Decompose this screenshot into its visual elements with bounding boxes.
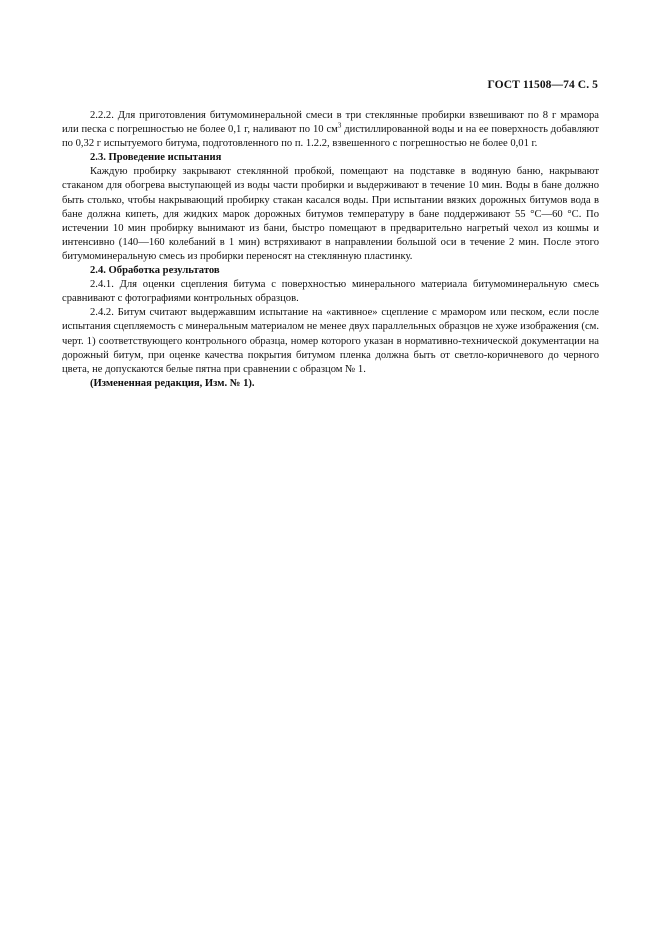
section-heading-2-4: 2.4. Обработка результатов bbox=[90, 265, 220, 277]
paragraph-2-4-2: 2.4.2. Битум считают выдержавшим испытание на «активное» сцепление с мрамором или песком, если после испытания сцепляемость с минеральным материалом не менее двух параллельных образцов не хуже изображения (см. черт. 1) соответствующего контрольного образца, номер которого указан в нормативно-технической документации на дорожный битум, при оценке качества покрытия битумом пленка должна быть от светло-коричневого до черного цвета, не допускаются белые пятна при сравнении с образцом № 1. bbox=[62, 307, 599, 375]
paragraph-2-3: Каждую пробирку закрывают стеклянной пробкой, помещают на подставке в водяную баню, накрывают стаканом для обогрева выступающей из воды части пробирки и выдерживают в течение 10 мин. Воды в бане должно быть столько, чтобы накрывающий пробирку стакан касался воды. При испытании вязких дорожных битумов вода в бане должна кипеть, для жидких марок дорожных битумов температуру в бане поддерживают 55 °С—60 °С. По истечении 10 мин пробирку вынимают из бани, быстро помещают в предварительно нагретый чехол из кошмы и интенсивно (140—160 колебаний в 1 мин) встряхивают в направлении большой оси в течение 2 мин. После этого битумоминеральную смесь из пробирки переносят на стеклянную пластинку. bbox=[62, 166, 599, 262]
amendment-note: (Измененная редакция, Изм. № 1). bbox=[90, 377, 255, 389]
paragraph-2-2-2 bbox=[62, 109, 599, 151]
paragraph-2-4-1: 2.4.1. Для оценки сцепления битума с поверхностью минерального материала битумоминеральную смесь сравнивают с фотографиями контрольных образцов. bbox=[62, 279, 599, 305]
document-body bbox=[62, 109, 599, 391]
page-header: ГОСТ 11508—74 С. 5 bbox=[487, 79, 598, 91]
paragraph-2-2-2-text-b: дистиллированной воды и на ее поверхность добавляют по 0,32 г испытуемого битума, подготовленного по п. 1.2.2, взвешенного с погрешностью не более 0,01 г. bbox=[62, 124, 600, 150]
section-heading-2-3: 2.3. Проведение испытания bbox=[90, 152, 222, 164]
paragraph-2-2-2-text-a: 2.2.2. Для приготовления битумоминеральной смеси в три стеклянные пробирки взвешивают по 8 г мрамора или песка с погрешностью не более 0,1 г, наливают по 10 см bbox=[62, 110, 599, 136]
cubic-exponent: 3 bbox=[337, 121, 342, 130]
